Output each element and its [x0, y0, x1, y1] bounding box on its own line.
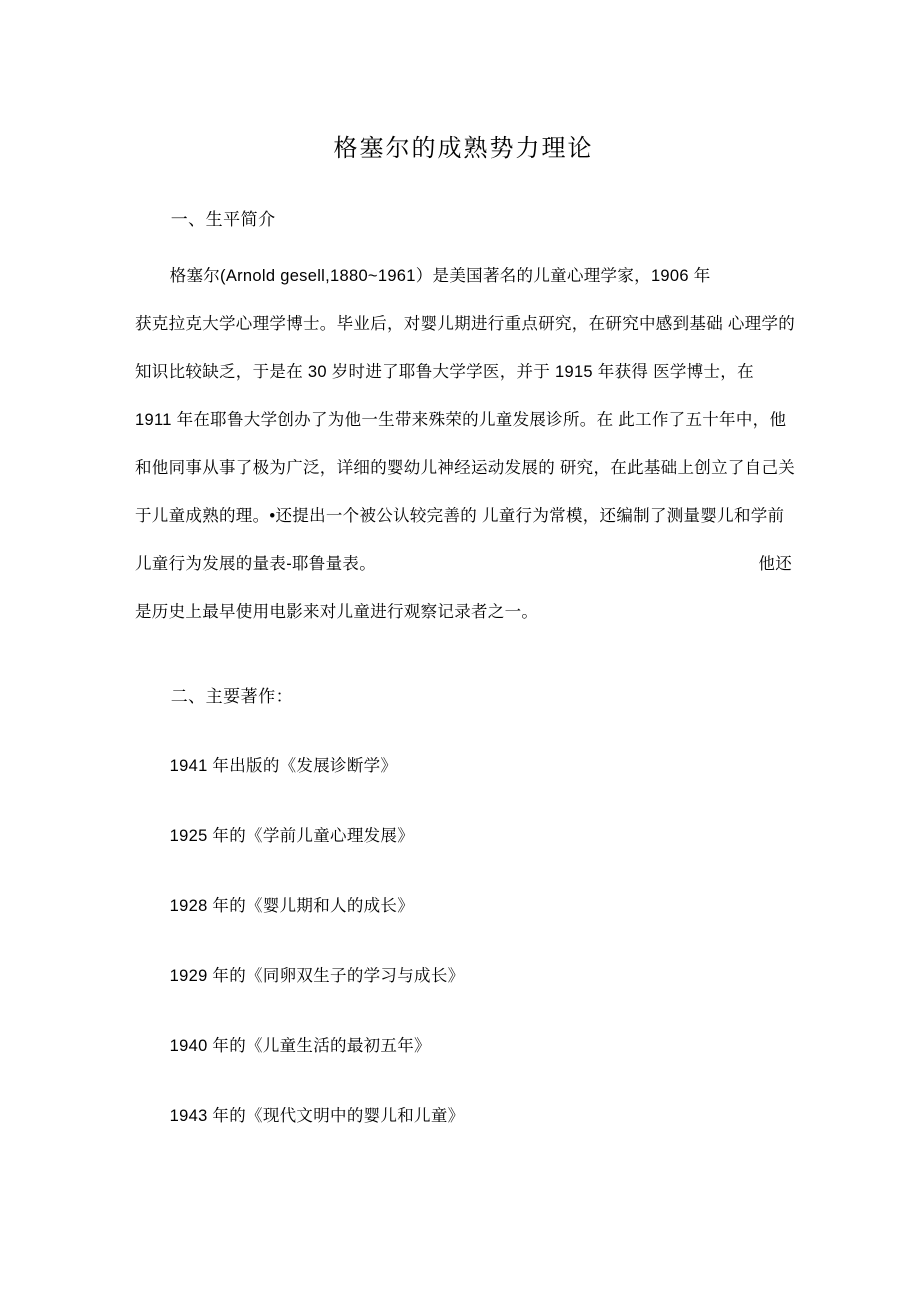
paragraph-line-right: 他还	[758, 555, 792, 573]
paragraph-line: 于儿童成熟的理。•还提出一个被公认较完善的 儿童行为常模，还编制了测量婴儿和学前	[135, 507, 785, 525]
paragraph-line: 获克拉克大学心理学博士。毕业后，对婴儿期进行重点研究，在研究中感到基础 心理学的	[135, 315, 796, 333]
paragraph-line: 和他同事从事了极为广泛，详细的婴幼儿神经运动发展的 研究，在此基础上创立了自己关	[135, 459, 796, 477]
work-list-item: 1928 年的《婴儿期和人的成长》	[169, 897, 415, 915]
paragraph-line-left: 儿童行为发展的量表-耶鲁量表。	[135, 555, 376, 573]
biography-paragraph	[135, 252, 796, 636]
work-list-item: 1941 年出版的《发展诊断学》	[169, 757, 398, 775]
work-list-item: 1925 年的《学前儿童心理发展》	[169, 827, 415, 845]
paragraph-line: 是历史上最早使用电影来对儿童进行观察记录者之一。	[135, 603, 539, 621]
works-list	[135, 755, 792, 1127]
paragraph-line: 知识比较缺乏，于是在 30 岁时进了耶鲁大学学医，并于 1915 年获得 医学博士，在	[135, 363, 754, 381]
work-list-item: 1929 年的《同卵双生子的学习与成长》	[169, 967, 465, 985]
work-list-item: 1940 年的《儿童生活的最初五年》	[169, 1037, 431, 1055]
work-list-item: 1943 年的《现代文明中的婴儿和儿童》	[169, 1107, 465, 1125]
paragraph-line: 1911 年在耶鲁大学创办了为他一生带来殊荣的儿童发展诊所。在 此工作了五十年中，他	[135, 411, 787, 429]
paragraph-line-split	[135, 540, 792, 588]
paragraph-line: 格塞尔(Arnold gesell,1880~1961）是美国著名的儿童心理学家，1906 年	[169, 267, 711, 285]
document-title: 格塞尔的成熟势力理论	[333, 135, 594, 162]
section-heading-major-works: 二、主要著作：	[170, 687, 294, 706]
section-heading-biography: 一、生平简介	[170, 210, 276, 229]
